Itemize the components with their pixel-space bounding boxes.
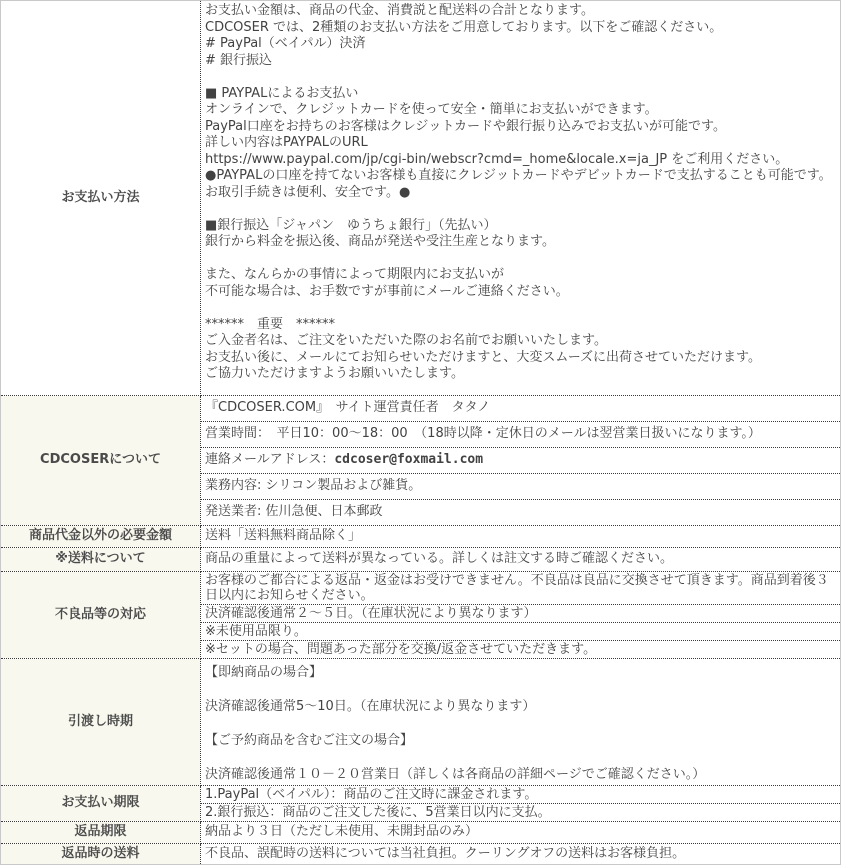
text-line: 決済確認後通常２～５日。（在庫状況により異なります）: [205, 606, 537, 621]
section-header-return-shipping: 返品時の送料: [1, 843, 201, 865]
text-line: [205, 251, 836, 268]
info-table-body: [1, 1, 841, 865]
table-row: [1, 526, 841, 548]
text-line: 1.PayPal（ベイパル）：商品のご注文時に課金されます。: [205, 787, 538, 802]
section-content-defective-items-row-2: [201, 605, 841, 623]
text-line: ●PAYPALの口座を持てないお客様も直接にクレジットカードやデビットカードで支払することも可能です。: [205, 168, 832, 183]
text-line: 詳しい内容はPAYPALのURL: [205, 135, 368, 150]
text-line: # 銀行振込: [205, 52, 273, 68]
text-line: 営業時間： 平日10：00～18：00 （18時以降・定休日のメールは翌営業日扱いになります。）: [205, 426, 761, 442]
text-line: 商品の重量によって送料が異なっている。詳しくは註文する時ご確認ください。: [205, 551, 674, 567]
text-line: オンラインで、クレジットカードを使って安全・簡単にお支払いができます。: [205, 102, 658, 117]
table-row: [1, 843, 841, 865]
text-line: ****** 重要 ******: [205, 316, 336, 332]
text-line: お支払い金額は、商品の代金、消費説と配送料の合計となります。: [205, 3, 594, 18]
table-row: [1, 786, 841, 804]
section-content-about-cdcoser-row-1: [201, 396, 841, 422]
table-row: [1, 548, 841, 572]
section-content-about-cdcoser-row-4: [201, 474, 841, 500]
text-line: [205, 749, 836, 766]
text-line: 2.銀行振込：商品のご注文した後に、5営業日以内に支払。: [205, 805, 551, 820]
section-header-delivery-time: 引渡し時期: [1, 659, 201, 786]
section-content-payment-method: [201, 1, 841, 396]
contact-email: cdcoser@foxmail.com: [334, 452, 484, 468]
text-line: 発送業者: 佐川急便、日本郵政: [205, 504, 383, 520]
section-content-about-cdcoser-row-2: [201, 422, 841, 448]
text-line: 【即納商品の場合】: [205, 665, 323, 680]
section-header-about-shipping: ※送料について: [1, 548, 201, 572]
section-content-fees-other-than-price: [201, 526, 841, 548]
section-content-defective-items-row-3: [201, 623, 841, 641]
text-line: お客様のご都合による返品・返金はお受けできません。不良品は良品に交換させて頂きます。商品到着後３日以内にお知らせください。: [205, 573, 829, 603]
text-line: [205, 681, 836, 698]
text-line: 不可能な場合は、お手数ですが事前にメールご連絡ください。: [205, 283, 569, 299]
table-row: [1, 659, 841, 786]
section-header-payment-method: お支払い方法: [1, 1, 201, 396]
text-line: ご入金者名は、ご注文をいただいた際のお名前でお願いいたします。: [205, 333, 607, 348]
text-line: [205, 452, 836, 469]
table-row: [1, 822, 841, 844]
text-line: ご協力いただけますようお願いいたします。: [205, 366, 464, 381]
section-content-delivery-time: [201, 659, 841, 786]
text-line: ■銀行振込「ジャパン ゆうちょ銀行」（先払い）: [205, 217, 497, 233]
section-content-payment-deadline-row-1: [201, 786, 841, 804]
table-row: [1, 396, 841, 422]
text-segment: 連絡メールアドレス：: [205, 452, 335, 468]
section-header-payment-deadline: お支払い期限: [1, 786, 201, 822]
text-line: [205, 715, 836, 732]
text-line: 【ご予約商品を含むご注文の場合】: [205, 733, 414, 748]
section-content-return-deadline: [201, 822, 841, 844]
text-line: ※セットの場合、問題あった部分を交換/返金させていただきます。: [205, 642, 597, 657]
section-content-defective-items-row-4: [201, 641, 841, 659]
text-line: 不良品、誤配時の送料については当社負担。クーリングオフの送料はお客様負担。: [205, 845, 686, 861]
text-line: お取引手続きは便利、安全です。●: [205, 184, 411, 200]
text-line: 納品より３日（ただし未使用、未開封品のみ）: [205, 824, 479, 839]
text-line: 送料「送料無料商品除く」: [205, 528, 362, 544]
section-content-about-cdcoser-row-5: [201, 500, 841, 526]
table-row: [1, 572, 841, 605]
section-content-about-cdcoser-row-3: [201, 448, 841, 474]
section-header-about-cdcoser: CDCOSERについて: [1, 396, 201, 526]
section-header-fees-other-than-price: 商品代金以外の必要金額: [1, 526, 201, 548]
text-line: 決済確認後通常１０－２０営業日（詳しくは各商品の詳細ページでご確認ください。）: [205, 767, 706, 782]
section-header-defective-items: 不良品等の対応: [1, 572, 201, 659]
text-line: お支払い後に、メールにてお知らせいただけますと、大変スムーズに出荷させていただけます。: [205, 349, 762, 365]
text-line: また、なんらかの事情によって期限内にお支払いが: [205, 267, 505, 282]
section-header-return-deadline: 返品期限: [1, 822, 201, 844]
text-line: CDCOSER では、2種類のお支払い方法をご用意しております。以下をご確認ください。: [205, 19, 723, 35]
text-line: # PayPal（ベイパル）決済: [205, 36, 366, 51]
text-line: [205, 300, 836, 317]
table-row: [1, 1, 841, 396]
text-line: ※未使用品限り。: [205, 624, 307, 639]
text-line: 業務内容: シリコン製品および雑貨。: [205, 478, 422, 494]
section-content-payment-deadline-row-2: [201, 804, 841, 822]
text-line: 銀行から料金を振込後、商品が発送や受注生産となります。: [205, 234, 555, 249]
text-line: 決済確認後通常5～10日。（在庫状況により異なります）: [205, 699, 536, 714]
section-content-return-shipping: [201, 843, 841, 865]
text-line: [205, 201, 836, 218]
section-content-about-shipping: [201, 548, 841, 572]
text-line: 『CDCOSER.COM』 サイト運営責任者 タタノ: [205, 400, 491, 416]
text-line: [205, 69, 836, 86]
section-content-defective-items-row-1: [201, 572, 841, 605]
text-line: ■ PAYPALによるお支払い: [205, 85, 359, 101]
text-line: PayPal口座をお持ちのお客様はクレジットカードや銀行振り込みでお支払いが可能です。: [205, 118, 726, 134]
text-line: https://www.paypal.com/jp/cgi-bin/webscr?cmd=_home&locale.x=ja_JP をご利用ください。: [205, 151, 789, 167]
